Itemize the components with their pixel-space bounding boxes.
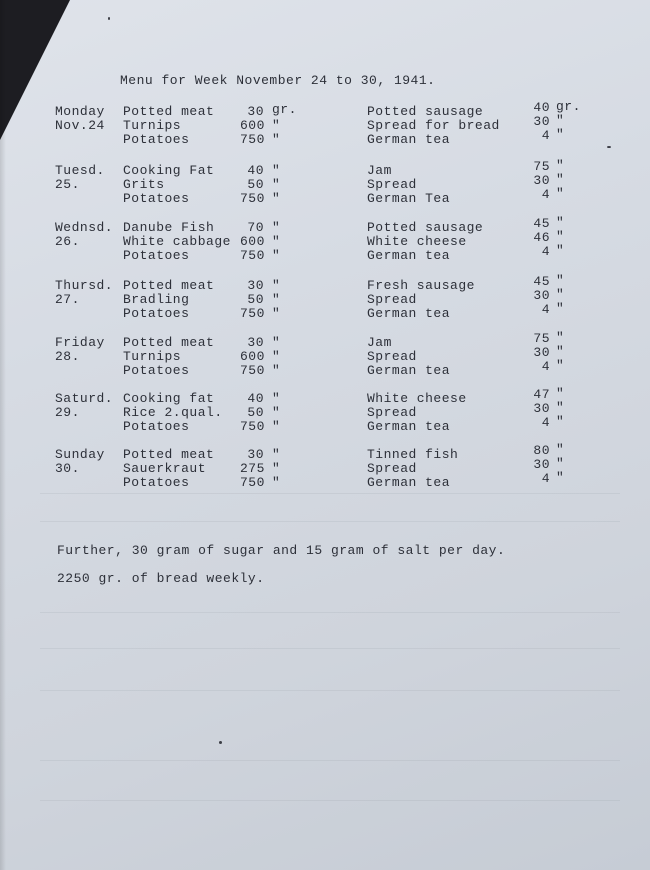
left-food-qty: 600: [240, 234, 265, 249]
day-name: Friday: [55, 335, 105, 350]
left-food-item: Potted meat: [123, 278, 215, 293]
left-food-unit: ": [272, 349, 281, 364]
right-food-unit: ": [556, 113, 565, 128]
right-food-unit: ": [556, 127, 565, 142]
left-food-unit: ": [272, 335, 281, 350]
right-food-item: Spread: [367, 461, 417, 476]
left-food-item: Turnips: [123, 349, 182, 364]
left-food-unit: ": [272, 248, 281, 263]
right-food-unit: ": [556, 301, 565, 316]
day-name: Monday: [55, 104, 105, 119]
ink-speck: [607, 146, 611, 148]
left-food-qty: 70: [247, 220, 264, 235]
left-food-item: Potted meat: [123, 335, 215, 350]
left-food-item: White cabbage: [123, 234, 231, 249]
left-food-qty: 50: [247, 292, 264, 307]
right-food-unit: ": [556, 344, 565, 359]
right-food-item: Fresh sausage: [367, 278, 475, 293]
right-food-qty: 75: [533, 159, 550, 174]
left-food-unit: ": [272, 419, 281, 434]
right-food-item: German tea: [367, 248, 451, 263]
right-food-unit: ": [556, 386, 565, 401]
left-food-unit: ": [272, 391, 281, 406]
day-name: Thursd.: [55, 278, 114, 293]
show-through-line: [40, 760, 620, 761]
day-name: Tuesd.: [55, 163, 105, 178]
day-date: 28.: [55, 349, 80, 364]
left-food-qty: 750: [240, 475, 265, 490]
left-food-qty: 30: [247, 335, 264, 350]
left-food-qty: 750: [240, 363, 265, 378]
right-food-item: German tea: [367, 475, 451, 490]
right-food-unit: ": [556, 414, 565, 429]
left-food-qty: 750: [240, 419, 265, 434]
right-food-qty: 4: [541, 302, 550, 317]
left-food-item: Potatoes: [123, 132, 190, 147]
show-through-line: [40, 648, 620, 649]
left-food-qty: 40: [247, 163, 264, 178]
left-food-unit: ": [272, 118, 281, 133]
right-food-qty: 30: [533, 401, 550, 416]
day-date: 29.: [55, 405, 80, 420]
left-food-item: Potatoes: [123, 475, 190, 490]
right-food-item: German tea: [367, 306, 451, 321]
left-food-qty: 750: [240, 191, 265, 206]
right-food-unit: ": [556, 330, 565, 345]
right-food-qty: 30: [533, 114, 550, 129]
right-food-item: German tea: [367, 419, 451, 434]
menu-title: Menu for Week November 24 to 30, 1941.: [120, 73, 436, 88]
left-food-qty: 600: [240, 118, 265, 133]
left-food-unit: ": [272, 292, 281, 307]
day-date: 27.: [55, 292, 80, 307]
right-food-item: Potted sausage: [367, 220, 484, 235]
paper-edge-shadow: [0, 0, 6, 870]
right-food-item: White cheese: [367, 391, 467, 406]
footer-bread: 2250 gr. of bread weekly.: [57, 571, 265, 586]
right-food-unit: ": [556, 158, 565, 173]
left-food-unit: ": [272, 132, 281, 147]
left-food-unit: ": [272, 220, 281, 235]
right-food-unit: ": [556, 243, 565, 258]
left-food-qty: 50: [247, 405, 264, 420]
right-food-unit: ": [556, 287, 565, 302]
right-food-qty: 4: [541, 128, 550, 143]
right-food-unit: ": [556, 400, 565, 415]
left-food-item: Potatoes: [123, 306, 190, 321]
left-food-item: Potted meat: [123, 104, 215, 119]
left-food-unit: ": [272, 475, 281, 490]
right-food-unit: ": [556, 172, 565, 187]
show-through-line: [40, 800, 620, 801]
right-food-item: Spread: [367, 349, 417, 364]
left-food-item: Grits: [123, 177, 165, 192]
ink-speck: [219, 741, 222, 744]
left-food-qty: 30: [247, 447, 264, 462]
right-food-qty: 4: [541, 187, 550, 202]
right-food-qty: 4: [541, 471, 550, 486]
right-food-unit: ": [556, 470, 565, 485]
left-food-item: Sauerkraut: [123, 461, 207, 476]
right-food-qty: 47: [533, 387, 550, 402]
day-name: Saturd.: [55, 391, 114, 406]
right-food-unit: ": [556, 273, 565, 288]
left-food-unit: ": [272, 177, 281, 192]
day-date: Nov.24: [55, 118, 105, 133]
left-food-item: Potatoes: [123, 248, 190, 263]
left-food-item: Potatoes: [123, 419, 190, 434]
left-food-unit: ": [272, 306, 281, 321]
left-food-item: Potatoes: [123, 363, 190, 378]
day-name: Sunday: [55, 447, 105, 462]
show-through-line: [40, 612, 620, 613]
left-food-unit: ": [272, 278, 281, 293]
right-food-item: German Tea: [367, 191, 451, 206]
left-food-item: Rice 2.qual.: [123, 405, 223, 420]
left-food-item: Turnips: [123, 118, 182, 133]
left-food-item: Potatoes: [123, 191, 190, 206]
right-food-unit: gr.: [556, 99, 581, 114]
right-food-qty: 45: [533, 216, 550, 231]
right-food-item: Potted sausage: [367, 104, 484, 119]
day-date: 30.: [55, 461, 80, 476]
left-food-unit: ": [272, 447, 281, 462]
day-date: 25.: [55, 177, 80, 192]
right-food-item: Spread: [367, 405, 417, 420]
right-food-item: German tea: [367, 363, 451, 378]
right-food-unit: ": [556, 442, 565, 457]
left-food-unit: ": [272, 234, 281, 249]
right-food-item: Spread: [367, 292, 417, 307]
right-food-unit: ": [556, 456, 565, 471]
left-food-item: Bradling: [123, 292, 190, 307]
left-food-qty: 750: [240, 248, 265, 263]
show-through-line: [40, 493, 620, 494]
right-food-unit: ": [556, 358, 565, 373]
right-food-qty: 4: [541, 415, 550, 430]
day-name: Wednsd.: [55, 220, 114, 235]
right-food-item: Jam: [367, 335, 392, 350]
right-food-qty: 80: [533, 443, 550, 458]
left-food-item: Cooking fat: [123, 391, 215, 406]
left-food-qty: 30: [247, 104, 264, 119]
left-food-unit: ": [272, 163, 281, 178]
right-food-unit: ": [556, 229, 565, 244]
show-through-line: [40, 690, 620, 691]
left-food-qty: 600: [240, 349, 265, 364]
right-food-item: German tea: [367, 132, 451, 147]
left-food-qty: 30: [247, 278, 264, 293]
right-food-item: Spread: [367, 177, 417, 192]
left-food-item: Potted meat: [123, 447, 215, 462]
left-food-item: Cooking Fat: [123, 163, 215, 178]
left-food-unit: ": [272, 405, 281, 420]
left-food-item: Danube Fish: [123, 220, 215, 235]
left-food-qty: 750: [240, 132, 265, 147]
left-food-qty: 50: [247, 177, 264, 192]
ink-speck: [108, 17, 110, 20]
show-through-line: [40, 521, 620, 522]
right-food-qty: 4: [541, 244, 550, 259]
left-food-unit: ": [272, 363, 281, 378]
right-food-item: White cheese: [367, 234, 467, 249]
right-food-qty: 30: [533, 345, 550, 360]
right-food-unit: ": [556, 186, 565, 201]
right-food-qty: 30: [533, 173, 550, 188]
left-food-unit: ": [272, 191, 281, 206]
left-food-unit: ": [272, 461, 281, 476]
left-food-qty: 750: [240, 306, 265, 321]
right-food-qty: 46: [533, 230, 550, 245]
right-food-qty: 30: [533, 288, 550, 303]
right-food-unit: ": [556, 215, 565, 230]
footer-sugar-salt: Further, 30 gram of sugar and 15 gram of salt per day.: [57, 543, 506, 558]
day-date: 26.: [55, 234, 80, 249]
right-food-qty: 75: [533, 331, 550, 346]
right-food-item: Jam: [367, 163, 392, 178]
right-food-qty: 30: [533, 457, 550, 472]
left-food-qty: 40: [247, 391, 264, 406]
right-food-item: Tinned fish: [367, 447, 459, 462]
right-food-item: Spread for bread: [367, 118, 500, 133]
right-food-qty: 4: [541, 359, 550, 374]
left-food-qty: 275: [240, 461, 265, 476]
right-food-qty: 40: [533, 100, 550, 115]
left-food-unit: gr.: [272, 102, 297, 117]
right-food-qty: 45: [533, 274, 550, 289]
